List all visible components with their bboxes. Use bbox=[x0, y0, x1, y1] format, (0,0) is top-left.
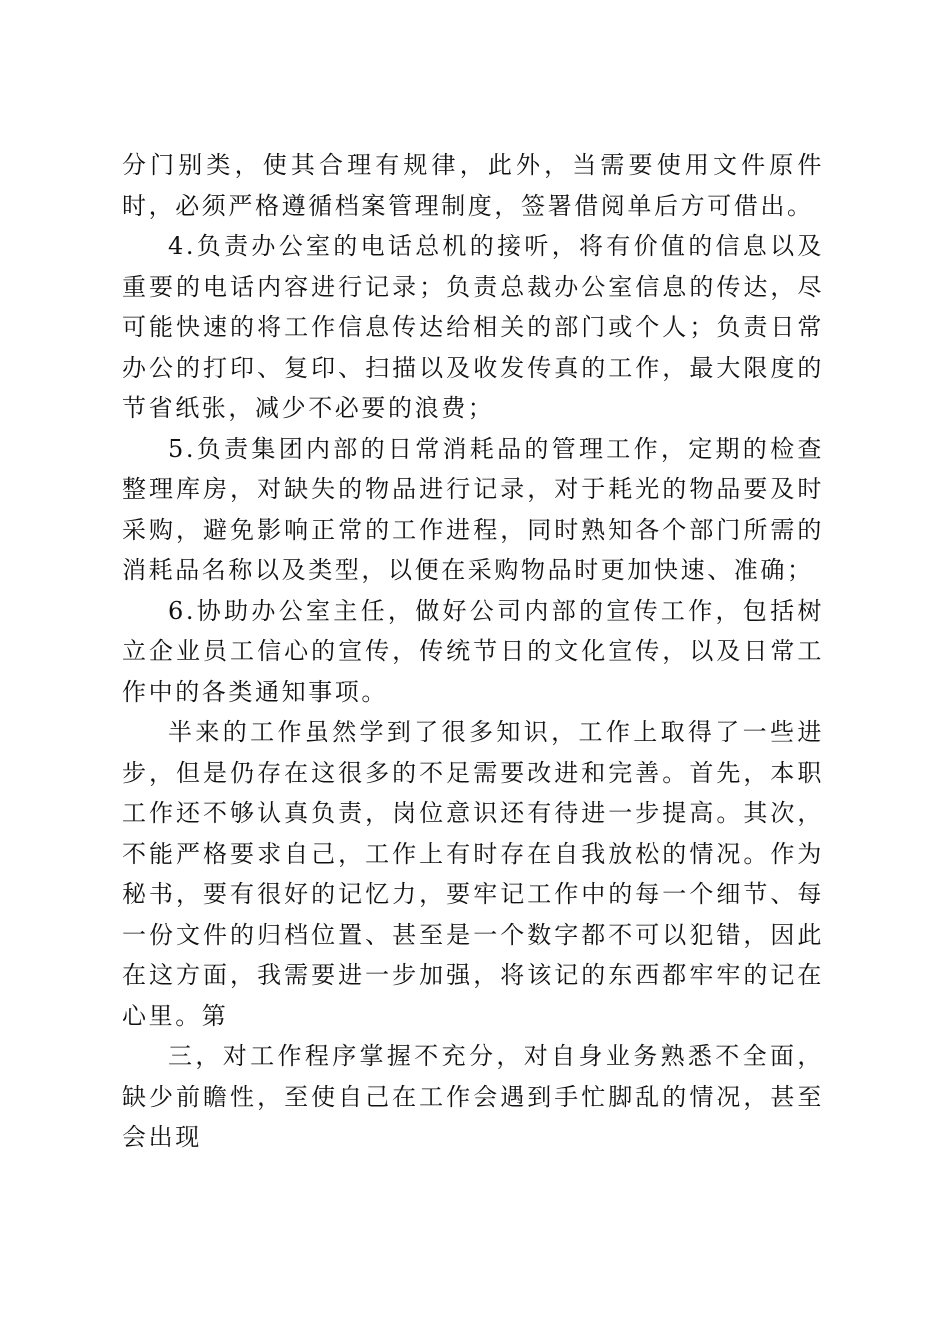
paragraph-item-4: 4.负责办公室的电话总机的接听，将有价值的信息以及重要的电话内容进行记录；负责总裁办公室信息的传达，尽可能快速的将工作信息传达给相关的部门或个人；负责日常办公的打印、复印、扫描以及收发传真的工作，最大限度的节省纸张，减少不必要的浪费； bbox=[122, 232, 824, 422]
paragraph-item-5: 5.负责集团内部的日常消耗品的管理工作，定期的检查整理库房，对缺失的物品进行记录，对于耗光的物品要及时采购，避免影响正常的工作进程，同时熟知各个部门所需的消耗品名称以及类型，以便在采购物品时更加快速、准确； bbox=[122, 434, 824, 584]
paragraph-continuation: 分门别类，使其合理有规律，此外，当需要使用文件原件时，必须严格遵循档案管理制度，签署借阅单后方可借出。 bbox=[122, 151, 824, 220]
paragraph-item-6: 6.协助办公室主任，做好公司内部的宣传工作，包括树立企业员工信心的宣传，传统节日的文化宣传，以及日常工作中的各类通知事项。 bbox=[122, 596, 824, 706]
paragraph-third-point: 三，对工作程序掌握不充分，对自身业务熟悉不全面，缺少前瞻性，至使自己在工作会遇到手忙脚乱的情况，甚至会出现 bbox=[122, 1042, 824, 1151]
paragraph-summary: 半来的工作虽然学到了很多知识，工作上取得了一些进步，但是仍存在这很多的不足需要改进和完善。首先，本职工作还不够认真负责，岗位意识还有待进一步提高。其次，不能严格要求自己，工作上有时存在自我放松的情况。作为秘书，要有很好的记忆力，要牢记工作中的每一个细节、每一份文件的归档位置、甚至是一个数字都不可以犯错，因此在这方面，我需要进一步加强，将该记的东西都牢牢的记在心里。第 bbox=[122, 718, 824, 1030]
document-page bbox=[122, 145, 824, 1158]
